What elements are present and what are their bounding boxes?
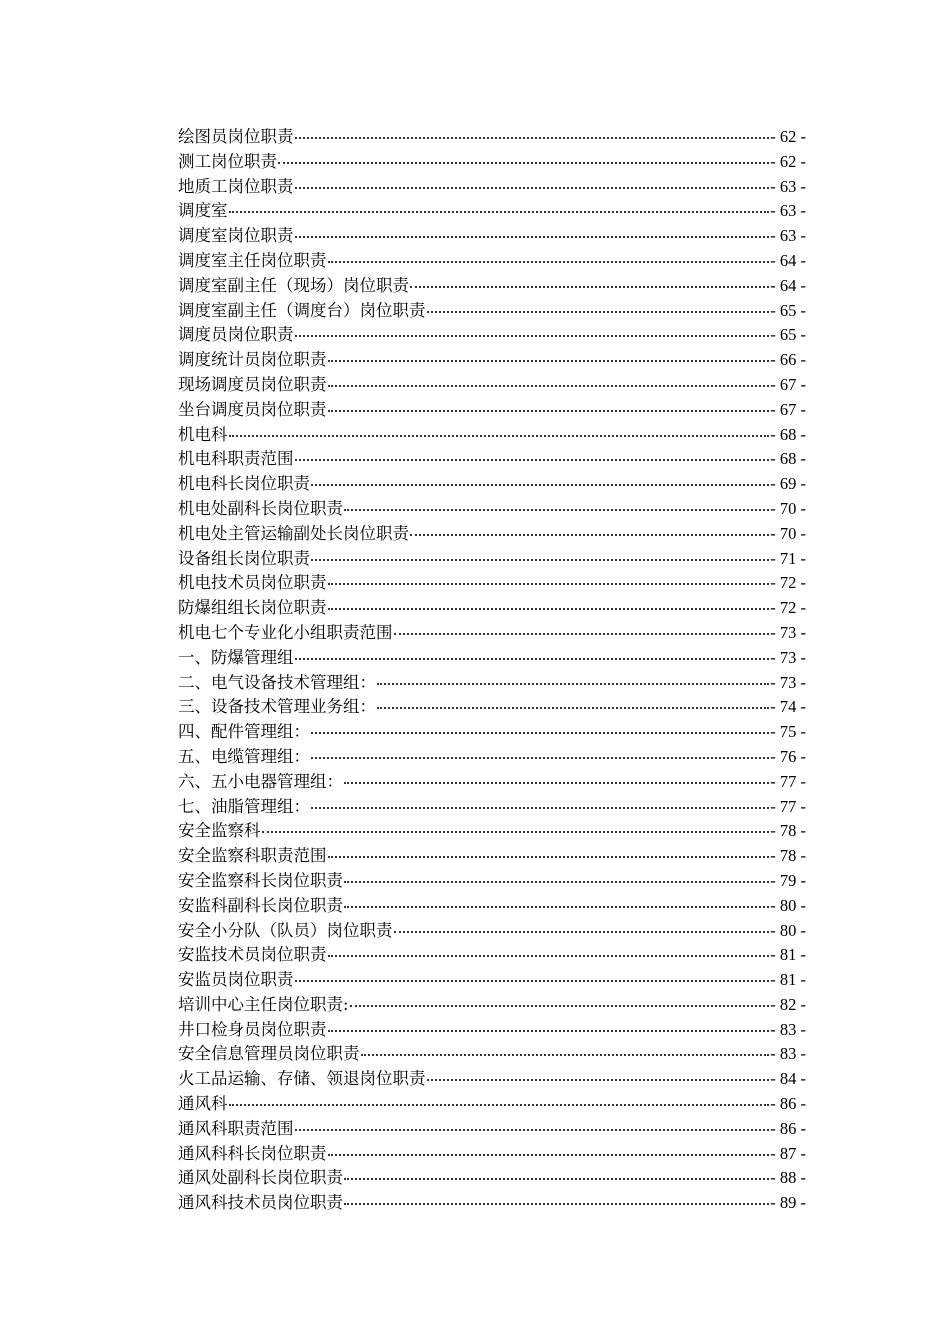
toc-entry-title: 安全监察科 — [178, 821, 261, 841]
toc-dot-leader — [328, 955, 770, 957]
toc-entry-title: 通风科职责范围 — [178, 1118, 294, 1138]
toc-entry-title: 机电处主管运输副处长岗位职责 — [178, 523, 409, 543]
toc-entry[interactable] — [178, 323, 806, 348]
toc-entry[interactable] — [178, 571, 806, 596]
toc-dot-leader — [262, 831, 770, 833]
toc-entry[interactable] — [178, 795, 806, 820]
toc-dot-leader — [410, 286, 769, 288]
toc-entry-title: 五、电缆管理组： — [178, 746, 310, 766]
toc-entry[interactable] — [178, 1042, 806, 1067]
toc-dot-leader — [295, 1129, 770, 1131]
toc-entry-page-number: - 64 - — [770, 275, 806, 295]
toc-dot-leader — [427, 311, 770, 313]
toc-entry-page-number: - 83 - — [770, 1019, 806, 1039]
toc-entry-page-number: - 70 - — [770, 498, 806, 518]
toc-entry[interactable] — [178, 423, 806, 448]
toc-entry[interactable] — [178, 596, 806, 621]
toc-entry-page-number: - 70 - — [770, 523, 806, 543]
toc-entry[interactable] — [178, 447, 806, 472]
toc-entry-page-number: - 62 - — [770, 127, 806, 146]
toc-entry-page-number: - 69 - — [770, 474, 806, 494]
toc-entry-title: 现场调度员岗位职责 — [178, 374, 327, 394]
toc-entry-title: 安全监察科职责范围 — [178, 846, 327, 866]
toc-entry-title: 安监科副科长岗位职责 — [178, 895, 343, 915]
toc-entry[interactable] — [178, 1166, 806, 1191]
toc-entry-title: 安全信息管理员岗位职责 — [178, 1044, 360, 1064]
toc-entry-page-number: - 64 - — [770, 250, 806, 270]
toc-entry-page-number: - 74 - — [770, 697, 806, 717]
toc-entry-page-number: - 73 - — [770, 622, 806, 642]
toc-entry-page-number: - 86 - — [770, 1118, 806, 1138]
toc-entry-page-number: - 67 - — [770, 399, 806, 419]
toc-entry-title: 安全监察科长岗位职责 — [178, 870, 343, 890]
toc-entry[interactable] — [178, 671, 806, 696]
toc-entry-title: 设备组长岗位职责 — [178, 548, 310, 568]
toc-entry[interactable] — [178, 993, 806, 1018]
toc-entry-title: 安全小分队（队员）岗位职责 — [178, 920, 393, 940]
toc-dot-leader — [328, 410, 770, 412]
toc-entry[interactable] — [178, 943, 806, 968]
toc-entry-page-number: - 77 - — [770, 771, 806, 791]
toc-entry[interactable] — [178, 299, 806, 324]
toc-entry[interactable] — [178, 497, 806, 522]
toc-dot-leader — [295, 459, 770, 461]
toc-entry[interactable] — [178, 894, 806, 919]
toc-dot-leader — [278, 162, 769, 164]
toc-entry-page-number: - 75 - — [770, 722, 806, 742]
toc-entry-title: 调度统计员岗位职责 — [178, 350, 327, 370]
toc-entry[interactable] — [178, 844, 806, 869]
toc-dot-leader — [377, 683, 769, 685]
toc-entry[interactable] — [178, 919, 806, 944]
toc-entry-title: 通风科 — [178, 1094, 228, 1114]
toc-entry[interactable] — [178, 1018, 806, 1043]
toc-entry[interactable] — [178, 249, 806, 274]
toc-entry-title: 机电科 — [178, 424, 228, 444]
toc-entry-page-number: - 67 - — [770, 374, 806, 394]
toc-dot-leader — [328, 1030, 770, 1032]
toc-entry-title: 通风科科长岗位职责 — [178, 1143, 327, 1163]
toc-entry[interactable] — [178, 695, 806, 720]
toc-dot-leader — [344, 1178, 769, 1180]
toc-entry[interactable] — [178, 1092, 806, 1117]
toc-entry-title: 井口检身员岗位职责 — [178, 1019, 327, 1039]
toc-dot-leader — [328, 360, 770, 362]
toc-dot-leader — [311, 757, 769, 759]
toc-entry-title: 三、设备技术管理业务组： — [178, 697, 376, 717]
toc-entry-page-number: - 87 - — [770, 1143, 806, 1163]
toc-entry-page-number: - 77 - — [770, 796, 806, 816]
toc-entry-title: 四、配件管理组： — [178, 722, 310, 742]
toc-entry-title: 安监技术员岗位职责 — [178, 945, 327, 965]
toc-entry-page-number: - 72 - — [770, 598, 806, 618]
toc-entry-page-number: - 84 - — [770, 1069, 806, 1089]
toc-dot-leader — [394, 633, 770, 635]
toc-entry-page-number: - 65 - — [770, 300, 806, 320]
toc-entry-page-number: - 89 - — [770, 1193, 806, 1213]
toc-entry-title: 防爆组组长岗位职责 — [178, 598, 327, 618]
toc-entry-title: 通风处副科长岗位职责 — [178, 1168, 343, 1188]
toc-entry-title: 调度室 — [178, 201, 228, 221]
toc-entry-title: 调度员岗位职责 — [178, 325, 294, 345]
toc-entry-title: 机电科长岗位职责 — [178, 474, 310, 494]
toc-dot-leader — [328, 1154, 770, 1156]
toc-entry-title: 机电科职责范围 — [178, 449, 294, 469]
toc-entry[interactable] — [178, 621, 806, 646]
toc-dot-leader — [328, 583, 770, 585]
toc-dot-leader — [344, 509, 769, 511]
toc-entry[interactable] — [178, 150, 806, 175]
toc-entry[interactable] — [178, 720, 806, 745]
toc-dot-leader — [229, 435, 770, 437]
toc-entry[interactable] — [178, 373, 806, 398]
toc-dot-leader — [295, 137, 770, 139]
toc-entry[interactable] — [178, 398, 806, 423]
toc-entry-title: 绘图员岗位职责 — [178, 127, 294, 146]
toc-entry[interactable] — [178, 274, 806, 299]
toc-entry-page-number: - 63 - — [770, 226, 806, 246]
toc-dot-leader — [377, 707, 769, 709]
toc-entry-title: 一、防爆管理组 — [178, 647, 294, 667]
toc-entry-page-number: - 80 - — [770, 920, 806, 940]
toc-dot-leader — [361, 1054, 770, 1056]
toc-entry[interactable] — [178, 1191, 806, 1216]
toc-dot-leader — [295, 187, 770, 189]
toc-dot-leader — [350, 1005, 770, 1007]
toc-entry-title: 调度室主任岗位职责 — [178, 250, 327, 270]
toc-entry-title: 调度室岗位职责 — [178, 226, 294, 246]
toc-dot-leader — [295, 658, 770, 660]
toc-entry[interactable] — [178, 547, 806, 572]
toc-dot-leader — [311, 807, 769, 809]
toc-entry-page-number: - 68 - — [770, 424, 806, 444]
toc-dot-leader — [229, 211, 770, 213]
toc-entry[interactable] — [178, 770, 806, 795]
toc-dot-leader — [311, 732, 769, 734]
toc-entry[interactable] — [178, 199, 806, 224]
toc-entry-page-number: - 63 - — [770, 201, 806, 221]
toc-dot-leader — [229, 1104, 770, 1106]
toc-entry-page-number: - 71 - — [770, 548, 806, 568]
toc-entry-page-number: - 79 - — [770, 870, 806, 890]
toc-entry-page-number: - 78 - — [770, 821, 806, 841]
toc-entry-page-number: - 76 - — [770, 746, 806, 766]
toc-entry[interactable] — [178, 646, 806, 671]
toc-entry-page-number: - 63 - — [770, 176, 806, 196]
toc-entry-page-number: - 81 - — [770, 945, 806, 965]
toc-entry-title: 机电七个专业化小组职责范围 — [178, 622, 393, 642]
toc-dot-leader — [410, 534, 769, 536]
toc-entry-title: 地质工岗位职责 — [178, 176, 294, 196]
toc-entry-page-number: - 68 - — [770, 449, 806, 469]
toc-entry-title: 安监员岗位职责 — [178, 970, 294, 990]
toc-entry-page-number: - 62 - — [770, 151, 806, 171]
toc-entry-page-number: - 66 - — [770, 350, 806, 370]
toc-dot-leader — [344, 1203, 769, 1205]
toc-dot-leader — [427, 1079, 770, 1081]
toc-entry-title: 二、电气设备技术管理组： — [178, 672, 376, 692]
toc-dot-leader — [295, 236, 770, 238]
toc-entry-page-number: - 88 - — [770, 1168, 806, 1188]
toc-entry-page-number: - 82 - — [770, 994, 806, 1014]
toc-dot-leader — [344, 782, 769, 784]
toc-entry[interactable] — [178, 348, 806, 373]
toc-entry-title: 机电技术员岗位职责 — [178, 573, 327, 593]
toc-entry-page-number: - 73 - — [770, 672, 806, 692]
toc-entry-title: 七、油脂管理组： — [178, 796, 310, 816]
toc-entry[interactable] — [178, 869, 806, 894]
toc-entry-title: 六、五小电器管理组： — [178, 771, 343, 791]
toc-entry-title: 通风科技术员岗位职责 — [178, 1193, 343, 1213]
toc-entry-page-number: - 73 - — [770, 647, 806, 667]
toc-entry-page-number: - 81 - — [770, 970, 806, 990]
toc-dot-leader — [344, 906, 769, 908]
table-of-contents — [178, 125, 806, 1216]
toc-entry-title: 测工岗位职责 — [178, 151, 277, 171]
toc-entry[interactable] — [178, 125, 806, 150]
toc-entry[interactable] — [178, 745, 806, 770]
toc-entry[interactable] — [178, 1142, 806, 1167]
toc-dot-leader — [295, 980, 770, 982]
toc-entry-page-number: - 78 - — [770, 846, 806, 866]
toc-entry[interactable] — [178, 522, 806, 547]
toc-entry[interactable] — [178, 1117, 806, 1142]
toc-entry[interactable] — [178, 175, 806, 200]
toc-entry-page-number: - 65 - — [770, 325, 806, 345]
toc-entry[interactable] — [178, 1067, 806, 1092]
toc-entry-title: 调度室副主任（现场）岗位职责 — [178, 275, 409, 295]
toc-entry-page-number: - 80 - — [770, 895, 806, 915]
toc-dot-leader — [328, 385, 770, 387]
toc-dot-leader — [328, 261, 770, 263]
toc-dot-leader — [328, 608, 770, 610]
toc-entry[interactable] — [178, 472, 806, 497]
toc-entry[interactable] — [178, 819, 806, 844]
toc-dot-leader — [295, 335, 770, 337]
toc-entry[interactable] — [178, 224, 806, 249]
toc-entry-title: 火工品运输、存储、领退岗位职责 — [178, 1069, 426, 1089]
toc-dot-leader — [394, 931, 770, 933]
toc-entry-page-number: - 86 - — [770, 1094, 806, 1114]
toc-entry-title: 机电处副科长岗位职责 — [178, 498, 343, 518]
toc-entry-page-number: - 83 - — [770, 1044, 806, 1064]
toc-entry-title: 坐台调度员岗位职责 — [178, 399, 327, 419]
toc-dot-leader — [311, 559, 769, 561]
toc-entry[interactable] — [178, 968, 806, 993]
toc-entry-title: 培训中心主任岗位职责: — [178, 994, 349, 1014]
toc-dot-leader — [344, 881, 769, 883]
toc-entry-title: 调度室副主任（调度台）岗位职责 — [178, 300, 426, 320]
toc-entry-page-number: - 72 - — [770, 573, 806, 593]
toc-dot-leader — [328, 856, 770, 858]
toc-dot-leader — [311, 484, 769, 486]
